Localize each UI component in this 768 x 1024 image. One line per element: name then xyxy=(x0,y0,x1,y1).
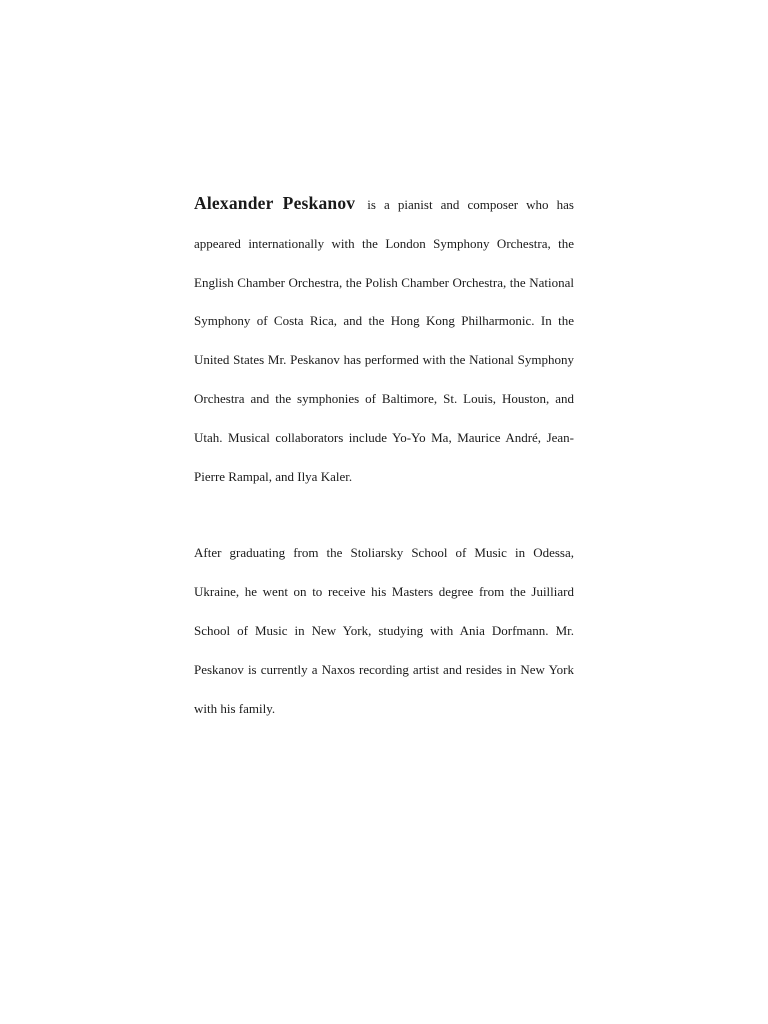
bio-paragraph-2: After graduating from the Stoliarsky School of Music in Odessa, Ukraine, he went on to receive his Masters degree from the Juilliard School of Music in New York, studying with Ania Dorfmann. Mr. Peskanov is currently a Naxos recording artist and resides in New York with his family. xyxy=(194,545,574,716)
bio-paragraph-1-text: is a pianist and composer who has appeared internationally with the London Symphony Orchestra, the English Chamber Orchestra, the Polish Chamber Orchestra, the National Symphony of Costa Rica, and the Hong Kong Philharmonic. In the United States Mr. Peskanov has performed with the National Symphony Orchestra and the symphonies of Baltimore, St. Louis, Houston, and Utah. Musical collaborators include Yo-Yo Ma, Maurice André, Jean-Pierre Rampal, and Ilya Kaler. xyxy=(194,197,574,484)
artist-name: Alexander Peskanov xyxy=(194,193,356,213)
bio-paragraph-1 xyxy=(194,184,574,496)
biography xyxy=(194,184,574,728)
